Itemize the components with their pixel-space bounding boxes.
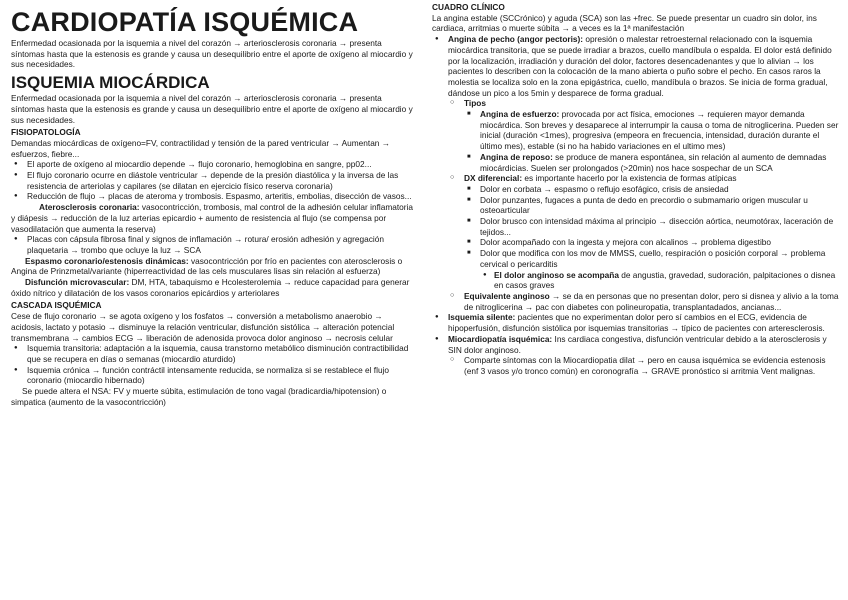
cuadro-clinico-intro: La angina estable (SCCrónico) y aguda (SCA) son las +frec. Se puede presentar un cuadro sin dolor, ins cardiaca, arritmias o muerte súbita → a veces es la 1ª manifestación xyxy=(432,12,817,34)
fisiopatologia-list xyxy=(11,159,416,202)
cascada-heading: CASCADA ISQUÉMICA xyxy=(11,300,102,311)
angina-list xyxy=(432,34,840,377)
reposo-label: Angina de reposo: xyxy=(480,151,553,162)
espasmo-paragraph xyxy=(11,256,416,277)
anginoso-list xyxy=(464,270,840,291)
list-item: ■ Dolor acompañado con la ingesta y mejora con alcalinos → problema digestibo xyxy=(464,237,840,248)
miocardiopatia-label: Miocardiopatía isquémica: xyxy=(448,333,553,344)
left-column xyxy=(11,0,416,408)
miocardiopatia-item xyxy=(432,334,840,377)
anginoso-text: de angustia, gravedad, sudoración, palpitaciones o disnea en casos graves xyxy=(494,269,836,291)
tipos-label: Tipos xyxy=(464,98,486,109)
equivalente-text: → se da en personas que no presentan dolor, pero si disnea y alivio a la toma de nitroglicerina → pac con diabetes con polineuropatia, transplantadados, ancianas... xyxy=(464,290,839,312)
dx-item xyxy=(448,173,840,291)
list-item: ● El aporte de oxígeno al miocardio depende → flujo coronario, hemoglobina en sangre, pp02... xyxy=(11,159,416,170)
tipos-list xyxy=(448,98,840,312)
section-title-isquemia: ISQUEMIA MIOCÁRDICA xyxy=(11,73,210,93)
angina-text: opresión o malestar retroesternal relacionado con la isquemia miocárdica transitoria, que se puede irradiar a brazos, cuello mandíbula o espalda. El dolor está definido por la localización, irradiación y duración del dolor, factores desencadenantes y que lo alivian → los pacientes lo describen con la colocación de la mano abierta o puño sobre el pecho. En casos raros la molestia se localiza solo en la zona epigástrica, cuello, mandíbula o brazos. Se inicia de forma gradual, dándose un pico a los 5min y desparece de forma gradual. xyxy=(448,34,832,98)
aterosclerosis-list xyxy=(11,234,416,255)
espasmo-label: Espasmo coronario/estenosis dinámicas: xyxy=(25,255,189,266)
list-item: ● Isquemia crónica → función contráctil intensamente reducida, se normaliza si se restablece el flujo coronario (miocardio hibernado) xyxy=(11,365,416,386)
miocardiopatia-sublist xyxy=(448,355,840,376)
list-item: ● Reducción de flujo → placas de ateroma y trombosis. Espasmo, arteritis, embolias, disección de vasos... xyxy=(11,191,416,202)
angina-label: Angina de pecho (angor pectoris): xyxy=(448,34,584,45)
esfuerzo-label: Angina de esfuerzo: xyxy=(480,109,560,120)
list-item: ■ Dolor que modifica con los mov de MMSS, cuello, respiración o posición corporal → problema cervical o pericarditis xyxy=(464,248,840,269)
right-column xyxy=(432,2,840,377)
list-item xyxy=(464,152,840,173)
list-item: ○ Comparte síntomas con la Miocardiopatia dilat → pero en causa isquémica se evidencia estenosis (enf 3 vasos y/o tronco común) en coronografía → GRAVE pronóstico si arritmia Vent malignas. xyxy=(448,355,840,376)
cascada-list xyxy=(11,343,416,386)
miocardiopatia-text: Ins cardiaca congestiva, disfunción ventricular debido a la aterosclerosis y SIN dolor anginoso. xyxy=(448,333,827,355)
dx-sublist xyxy=(464,184,840,270)
aterosclerosis-label: Aterosclerosis coronaria: xyxy=(39,202,140,213)
silente-item xyxy=(432,312,840,333)
anginoso-label: El dolor anginoso se acompaña xyxy=(494,269,619,280)
equivalente-label: Equivalente anginoso xyxy=(464,290,550,301)
aterosclerosis-text: vasocontricción, trombosis, mal control de la adhesión celular inflamatoria y diápesis → reducción de la luz arterias epicardio + aumento de resistencia al flujo (se compensa por vasodilatación que aumenta la reserva) xyxy=(11,202,413,234)
list-item: ■ Dolor en corbata → espasmo o reflujo esofágico, crisis de ansiedad xyxy=(464,184,840,195)
dx-text: es importante hacerlo por la existencia de formas atípicas xyxy=(522,173,737,184)
list-item: ● El flujo coronario ocurre en diástole ventricular → depende de la presión diastólica y la inversa de las resistencia de arteriolas y capilares (se dilatan en ejercicio físico reserva coronaria) xyxy=(11,170,416,191)
equivalente-item xyxy=(448,291,840,312)
cuadro-clinico-heading: CUADRO CLÍNICO xyxy=(432,2,505,12)
list-item xyxy=(480,270,840,291)
cascada-intro: Cese de flujo coronario → se agota oxígeno y los fosfatos → conversión a metabolismo anaerobio → acidosis, lactato y potasio → disminuye la relación ventricular, disfunción sistólica → alteración potencial transmembrana → cambios ECG → liberación de adenosida provoca dolor anginoso → necrosis celular xyxy=(11,311,395,343)
fisiopatologia-heading: FISIOPATOLOGÍA xyxy=(11,127,81,138)
angina-item xyxy=(432,34,840,312)
list-item: ● Placas con cápsula fibrosa final y signos de inflamación → rotura/ erosión adhesión y agregación plaquetaria → trombo que ocluye la luz → SCA xyxy=(11,234,416,255)
list-item xyxy=(464,109,840,152)
isquemia-paragraph: Enfermedad ocasionada por la isquemia a nivel del corazón → arteriosclerosis coronaria → presenta síntomas hasta que la estenosis es grande y causa un desequilibrio entre el aporte de oxígeno al miocardio y sus necesidades. xyxy=(11,93,413,125)
tipos-sublist xyxy=(464,109,840,173)
silente-text: pacientes que no experimentan dolor pero sí cambios en el ECG, evidencia de hipoperfusión, disfunción sistólica por isquemias transitorias → típico de pacientes con arteresclerosis. xyxy=(448,312,825,334)
list-item: ■ Dolor brusco con intensidad máxima al principio → disección aórtica, neumotórax, laceración de tejidos... xyxy=(464,216,840,237)
fisiopatologia-intro: Demandas miocárdicas de oxígeno=FV, contractilidad y tensión de la pared ventricular → Aumentan → esfuerzos, fiebre... xyxy=(11,137,391,159)
page-title: CARDIOPATÍA ISQUÉMICA xyxy=(11,7,359,37)
aterosclerosis-paragraph xyxy=(11,202,416,234)
tipos-item xyxy=(448,98,840,173)
silente-label: Isquemia silente: xyxy=(448,312,516,323)
cascada-outro: Se puede altera el NSA: FV y muerte súbita, estimulación de tono vagal (bradicardia/hipotension) o simpatica (aumento de la vasocontricción) xyxy=(11,386,387,407)
esfuerzo-text: provocada por act física, emociones → requieren mayor demanda miocárdica. Son breves y desaparece al interrumpir la causa o toma de nitroglicerina. Pueden ser inicial (duración <1mes), progresiva (empeora en frecuencia, intensidad, duración durante el último mes), estable (si no ha habido variaciones en el ultimo mes) xyxy=(480,109,839,152)
disfuncion-label: Disfunción microvascular: xyxy=(25,277,130,288)
dx-label: DX diferencial: xyxy=(464,173,523,184)
reposo-text: se produce de manera espontánea, sin relación al aumento de demnadas miocárdicias. Suelen ser prolongados (>20min) nos hace sospechar de un SCA xyxy=(480,151,827,173)
list-item: ■ Dolor punzantes, fugaces a punta de dedo en precordio o submamario origen muscular u osteoarticular xyxy=(464,195,840,216)
disfuncion-paragraph xyxy=(11,277,416,298)
intro-paragraph: Enfermedad ocasionada por la isquemia a nivel del corazón → arteriosclerosis coronaria → presenta síntomas hasta que la estenosis es grande y causa un desequilibrio entre el aporte de oxígeno al miocardio y sus necesidades. xyxy=(11,38,413,70)
list-item: ● Isquemia transitoria: adaptación a la isquemia, causa transtorno metabólico disminución contractibilidad que se recupera en días o semanas (miocardio aturdido) xyxy=(11,343,416,364)
disfuncion-text: DM, HTA, tabaquismo e Hcolesterolemia → reduce capacidad para generar óxido nítrico y dilatación de los vasos coronarios epicárdios y arteriolares xyxy=(11,277,410,298)
espasmo-text: vasocontricción por frío en pacientes con aterosclerosis o Angina de Prinzmetal/variante (hiperreactividad de las cels musculares lisas sin relación al esfuerza) xyxy=(11,255,403,277)
